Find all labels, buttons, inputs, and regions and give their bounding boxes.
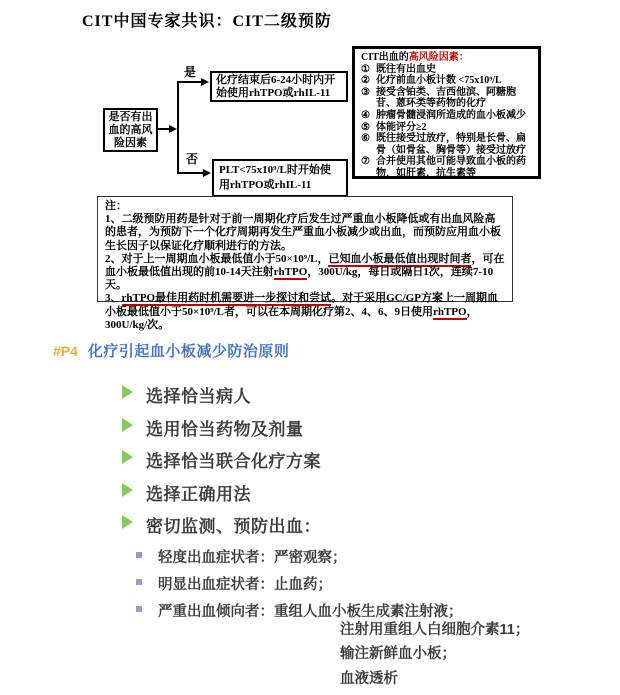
list-item: 选择恰当病人 <box>122 382 542 415</box>
connector-line <box>177 81 179 174</box>
flow-no-label: 否 <box>186 152 199 166</box>
risk-item: ① 既往有出血史 <box>361 63 436 75</box>
arrowhead-icon <box>169 125 177 133</box>
continuation-lines <box>340 618 529 691</box>
square-bullet-icon <box>136 579 142 585</box>
connector-line <box>179 172 204 174</box>
bullet-list <box>122 382 542 545</box>
arrowhead-icon <box>201 78 209 86</box>
arrowhead-icon <box>203 169 211 177</box>
flow-decision-box: 是否有出血的高风险因素 <box>103 108 158 152</box>
note-3: 3、rhTPO最佳用药时机需要进一步探讨和尝试。对于采用GC/GP方案上一周期血小板最低值小于50×10⁹/L者，可以在本周期化疗第2、4、6、9日使用rhTPO，300U/kg/次。 <box>105 292 498 331</box>
risk-item: ⑦ 合并使用其他可能导致血小板的药物，如肝素，抗生素等 <box>361 156 526 179</box>
notes-label: 注： <box>105 200 127 212</box>
continuation-line: 注射用重组人白细胞介素11； <box>340 622 530 638</box>
list-item: 严重出血倾向者：重组人血小板生成素注射液； <box>136 600 576 627</box>
continuation-line: 输注新鲜血小板； <box>340 646 456 663</box>
risk-item: ④ 肿瘤骨髓浸润所造成的血小板减少 <box>361 109 526 121</box>
arrow-bullet-icon <box>122 515 133 529</box>
note-1: 1、二级预防用药是针对于前一周期化疗后发生过严重血小板降低或有出血风险高的患者，为预防下一个化疗周期再发生严重血小板减少或出血，而预防应用血小板生长因子以保证化疗顺利进行的方法。 <box>105 213 501 252</box>
square-bullet-icon <box>136 606 142 612</box>
risk-item: ③ 接受含铂类、吉西他滨、阿糖胞苷、蒽环类等药物的化疗 <box>361 86 516 110</box>
list-item: 选用恰当药物及剂量 <box>122 415 542 448</box>
sub-bullet-list <box>136 546 576 626</box>
risk-item: ⑤ 体能评分≥2 <box>361 121 427 133</box>
risk-title-red: 高风险因素： <box>408 52 469 63</box>
red-underlined-text: rhTPO <box>273 266 308 279</box>
flow-yes-label: 是 <box>184 65 197 79</box>
flow-yes-box: 化疗结束后6-24小时内开始使用rhTPO或rhIL-11 <box>210 71 348 102</box>
risk-item: ② 化疗前血小板计数 <75x10⁹/L <box>361 75 502 87</box>
note-2: 2、对于上一周期血小板最低值小于50×10⁹/L，已知血小板最低值出现时间者，可在血小板最低值出现的前10-14天注射rhTPO，300U/kg，每日或隔日1次，连续7-10天。 <box>105 252 505 292</box>
connector-line <box>179 81 201 83</box>
list-item: 选择正确用法 <box>122 480 542 513</box>
flow-risk-box <box>352 46 541 179</box>
arrow-bullet-icon <box>122 385 133 399</box>
list-item: 明显出血症状者：止血药； <box>136 573 576 600</box>
list-item: 密切监测、预防出血： <box>122 512 542 545</box>
arrow-bullet-icon <box>122 483 133 497</box>
square-bullet-icon <box>136 552 142 558</box>
notes-box <box>97 196 513 331</box>
red-underlined-text: rhTPO最佳用药时机需要进一步探讨和尝试 <box>121 292 332 305</box>
page-tag: #P4 <box>53 343 78 359</box>
flow-no-box: PLT<75x10⁹/L时开始使用rhTPO或rhIL-11 <box>212 159 348 197</box>
section-title: 化疗引起血小板减少防治原则 <box>87 343 290 360</box>
red-underlined-text: rhTPO <box>432 305 467 318</box>
continuation-line: 血液透析 <box>340 670 398 687</box>
risk-box-title <box>361 52 533 64</box>
risk-item: ⑥ 既往接受过放疗，特别是长骨、扁骨（如骨盆、胸骨等）接受过放疗 <box>361 133 526 156</box>
list-item: 选择恰当联合化疗方案 <box>122 447 542 480</box>
red-underlined-text: 已知血小板最低值出现时间者 <box>328 252 472 265</box>
page-title: CIT中国专家共识：CIT二级预防 <box>82 13 332 30</box>
risk-title-black: CIT出血的 <box>361 52 409 63</box>
section-heading <box>53 340 289 361</box>
list-item: 轻度出血症状者：严密观察； <box>136 546 576 573</box>
arrow-bullet-icon <box>122 450 133 464</box>
arrow-bullet-icon <box>122 418 133 432</box>
